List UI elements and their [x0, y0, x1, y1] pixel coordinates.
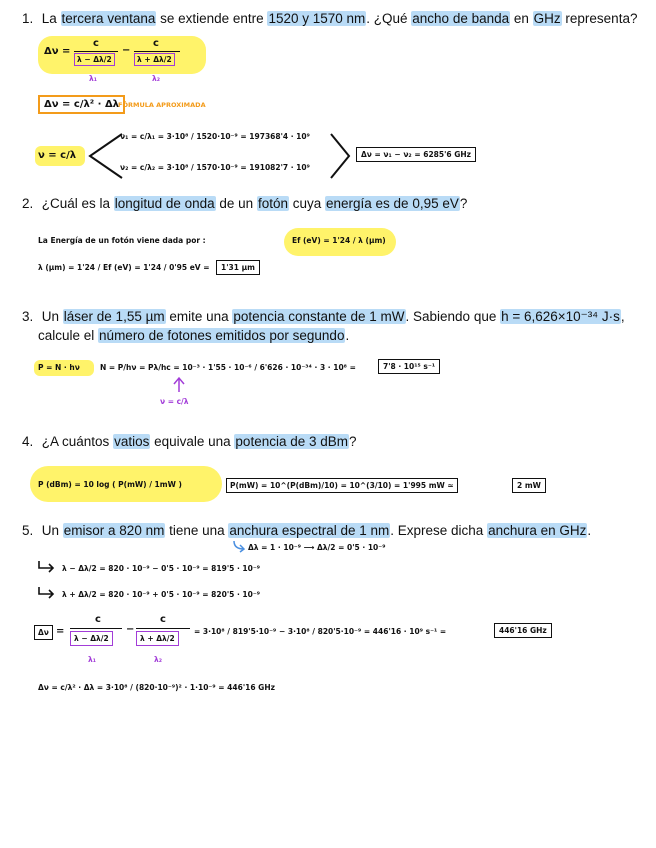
question-number: 4.	[22, 434, 34, 449]
lambda2-expression: λ + Δλ/2	[134, 53, 175, 66]
question-text: Un	[41, 523, 63, 538]
minus-sign: −	[122, 45, 131, 56]
highlighted-term: GHz	[533, 11, 561, 26]
question-text: ,	[620, 309, 625, 324]
question-number: 2.	[22, 196, 34, 211]
result-q3: 7'8 · 10¹⁵ s⁻¹	[378, 359, 440, 374]
question-number: 3.	[22, 309, 34, 324]
numerator-c: c	[160, 614, 166, 625]
question-text: ?	[459, 196, 468, 211]
question-text: cuya	[288, 196, 325, 211]
fraction-bar	[70, 628, 122, 629]
highlighted-term: longitud de onda	[114, 196, 215, 211]
question-text: se extiende entre	[156, 11, 268, 26]
question-text: en	[510, 11, 533, 26]
question-text: equivale una	[150, 434, 235, 449]
lambda2-label: λ₂	[154, 655, 163, 664]
question-3	[22, 307, 625, 345]
energy-intro: La Energía de un fotón viene dada por :	[38, 236, 206, 245]
highlighted-term: h = 6,626×10⁻³⁴ J·s	[501, 309, 620, 324]
highlighted-term: número de fotones emitidos por segundo	[99, 328, 345, 343]
milliwatt-calculation: P(mW) = 10^(P(dBm)/10) = 10^(3/10) = 1'995 mW ≃	[226, 478, 458, 493]
question-4	[22, 432, 357, 451]
nu-formula: ν = c/λ	[38, 150, 77, 161]
question-text: ¿A cuántos	[41, 434, 114, 449]
highlighted-term: anchura espectral de 1 nm	[229, 523, 390, 538]
highlighted-term: potencia constante de 1 mW	[233, 309, 405, 324]
question-2	[22, 194, 467, 213]
highlighted-term: emisor a 820 nm	[63, 523, 165, 538]
question-text: ¿Cuál es la	[41, 196, 114, 211]
question-text: Un	[41, 309, 63, 324]
hooked-arrow-icon	[36, 586, 56, 600]
curved-arrow-icon	[232, 540, 246, 552]
hooked-arrow-icon	[36, 560, 56, 574]
approx-formula-label: FÓRMULA APROXIMADA	[118, 101, 206, 109]
delta-nu-box: Δν	[34, 625, 53, 640]
question-text: emite una	[165, 309, 233, 324]
power-formula: P = N · hν	[38, 363, 80, 372]
lambda1-expression: λ − Δλ/2	[70, 631, 113, 646]
result-q5: 446'16 GHz	[494, 623, 552, 638]
delta-nu-label: Δν =	[44, 46, 71, 57]
lambda2-calculation: λ + Δλ/2 = 820 · 10⁻⁹ + 0'5 · 10⁻⁹ = 820'5 · 10⁻⁹	[62, 590, 261, 599]
dbm-formula: P (dBm) = 10 log ( P(mW) / 1mW )	[38, 480, 182, 489]
question-text: . Sabiendo que	[405, 309, 501, 324]
approx-bandwidth-calculation: Δν = c/λ² · Δλ = 3·10⁸ / (820·10⁻⁹)² · 1·10⁻⁹ = 446'16 GHz	[38, 683, 275, 692]
highlighted-term: vatios	[114, 434, 150, 449]
delta-lambda-half: Δλ = 1 · 10⁻⁹ ⟶ Δλ/2 = 0'5 · 10⁻⁹	[248, 543, 386, 552]
question-text: tiene una	[165, 523, 229, 538]
fraction-bar	[134, 51, 180, 52]
highlighted-term: ancho de banda	[412, 11, 510, 26]
nu-substitution: ν = c/λ	[160, 397, 189, 406]
question-number: 1.	[22, 11, 34, 26]
approx-formula-box: Δν = c/λ² · Δλ	[38, 95, 125, 114]
result-q2: 1'31 µm	[216, 260, 260, 275]
highlighted-term: 1520 y 1570 nm	[268, 11, 366, 26]
highlighted-term: láser de 1,55 µm	[63, 309, 165, 324]
question-text: . ¿Qué	[366, 11, 412, 26]
lambda1-calculation: λ − Δλ/2 = 820 · 10⁻⁹ − 0'5 · 10⁻⁹ = 819'5 · 10⁻⁹	[62, 564, 261, 573]
result-q1: Δν = ν₁ − ν₂ = 6285'6 GHz	[356, 147, 476, 162]
photon-count-calculation: N = P/hν = Pλ/hc = 10⁻³ · 1'55 · 10⁻⁶ / 6'626 · 10⁻³⁴ · 3 · 10⁸ =	[100, 363, 356, 372]
lambda1-expression: λ − Δλ/2	[74, 53, 115, 66]
minus-sign: −	[126, 624, 135, 635]
question-1	[22, 9, 637, 28]
highlighted-term: tercera ventana	[61, 11, 156, 26]
lambda1-label: λ₁	[88, 655, 97, 664]
numerator-c: c	[93, 38, 99, 49]
bandwidth-calculation: = 3·10⁸ / 819'5·10⁻⁹ − 3·10⁸ / 820'5·10⁻⁹ = 446'16 · 10⁹ s⁻¹ =	[194, 627, 447, 636]
question-text: .	[345, 328, 350, 343]
question-text: de un	[215, 196, 257, 211]
fraction-bar	[74, 51, 118, 52]
highlighted-term: energía es de 0,95 eV	[326, 196, 459, 211]
question-text: representa?	[561, 11, 638, 26]
equals-sign: =	[56, 626, 65, 637]
lambda2-expression: λ + Δλ/2	[136, 631, 179, 646]
question-text: calcule el	[38, 328, 99, 343]
question-5	[22, 521, 591, 540]
highlighted-term: potencia de 3 dBm	[235, 434, 348, 449]
result-q4: 2 mW	[512, 478, 546, 493]
right-brace-icon	[328, 132, 352, 180]
highlighted-term: anchura en GHz	[488, 523, 587, 538]
question-number: 5.	[22, 523, 34, 538]
fraction-bar	[136, 628, 190, 629]
nu2-calculation: ν₂ = c/λ₂ = 3·10⁸ / 1570·10⁻⁹ = 191082'7 · 10⁹	[120, 163, 310, 172]
wavelength-calculation: λ (µm) = 1'24 / Ef (eV) = 1'24 / 0'95 eV =	[38, 263, 210, 272]
lambda2-label: λ₂	[152, 74, 161, 83]
question-text: . Exprese dicha	[390, 523, 488, 538]
lambda1-label: λ₁	[89, 74, 98, 83]
nu1-calculation: ν₁ = c/λ₁ = 3·10⁸ / 1520·10⁻⁹ = 197368'4 · 10⁹	[120, 132, 310, 141]
question-text: .	[587, 523, 592, 538]
question-text: ?	[349, 434, 357, 449]
numerator-c: c	[153, 38, 159, 49]
numerator-c: c	[95, 614, 101, 625]
arrow-up-icon	[172, 377, 186, 393]
highlighted-term: fotón	[257, 196, 288, 211]
question-text: La	[41, 11, 61, 26]
energy-formula: Ef (eV) = 1'24 / λ (µm)	[292, 236, 386, 245]
